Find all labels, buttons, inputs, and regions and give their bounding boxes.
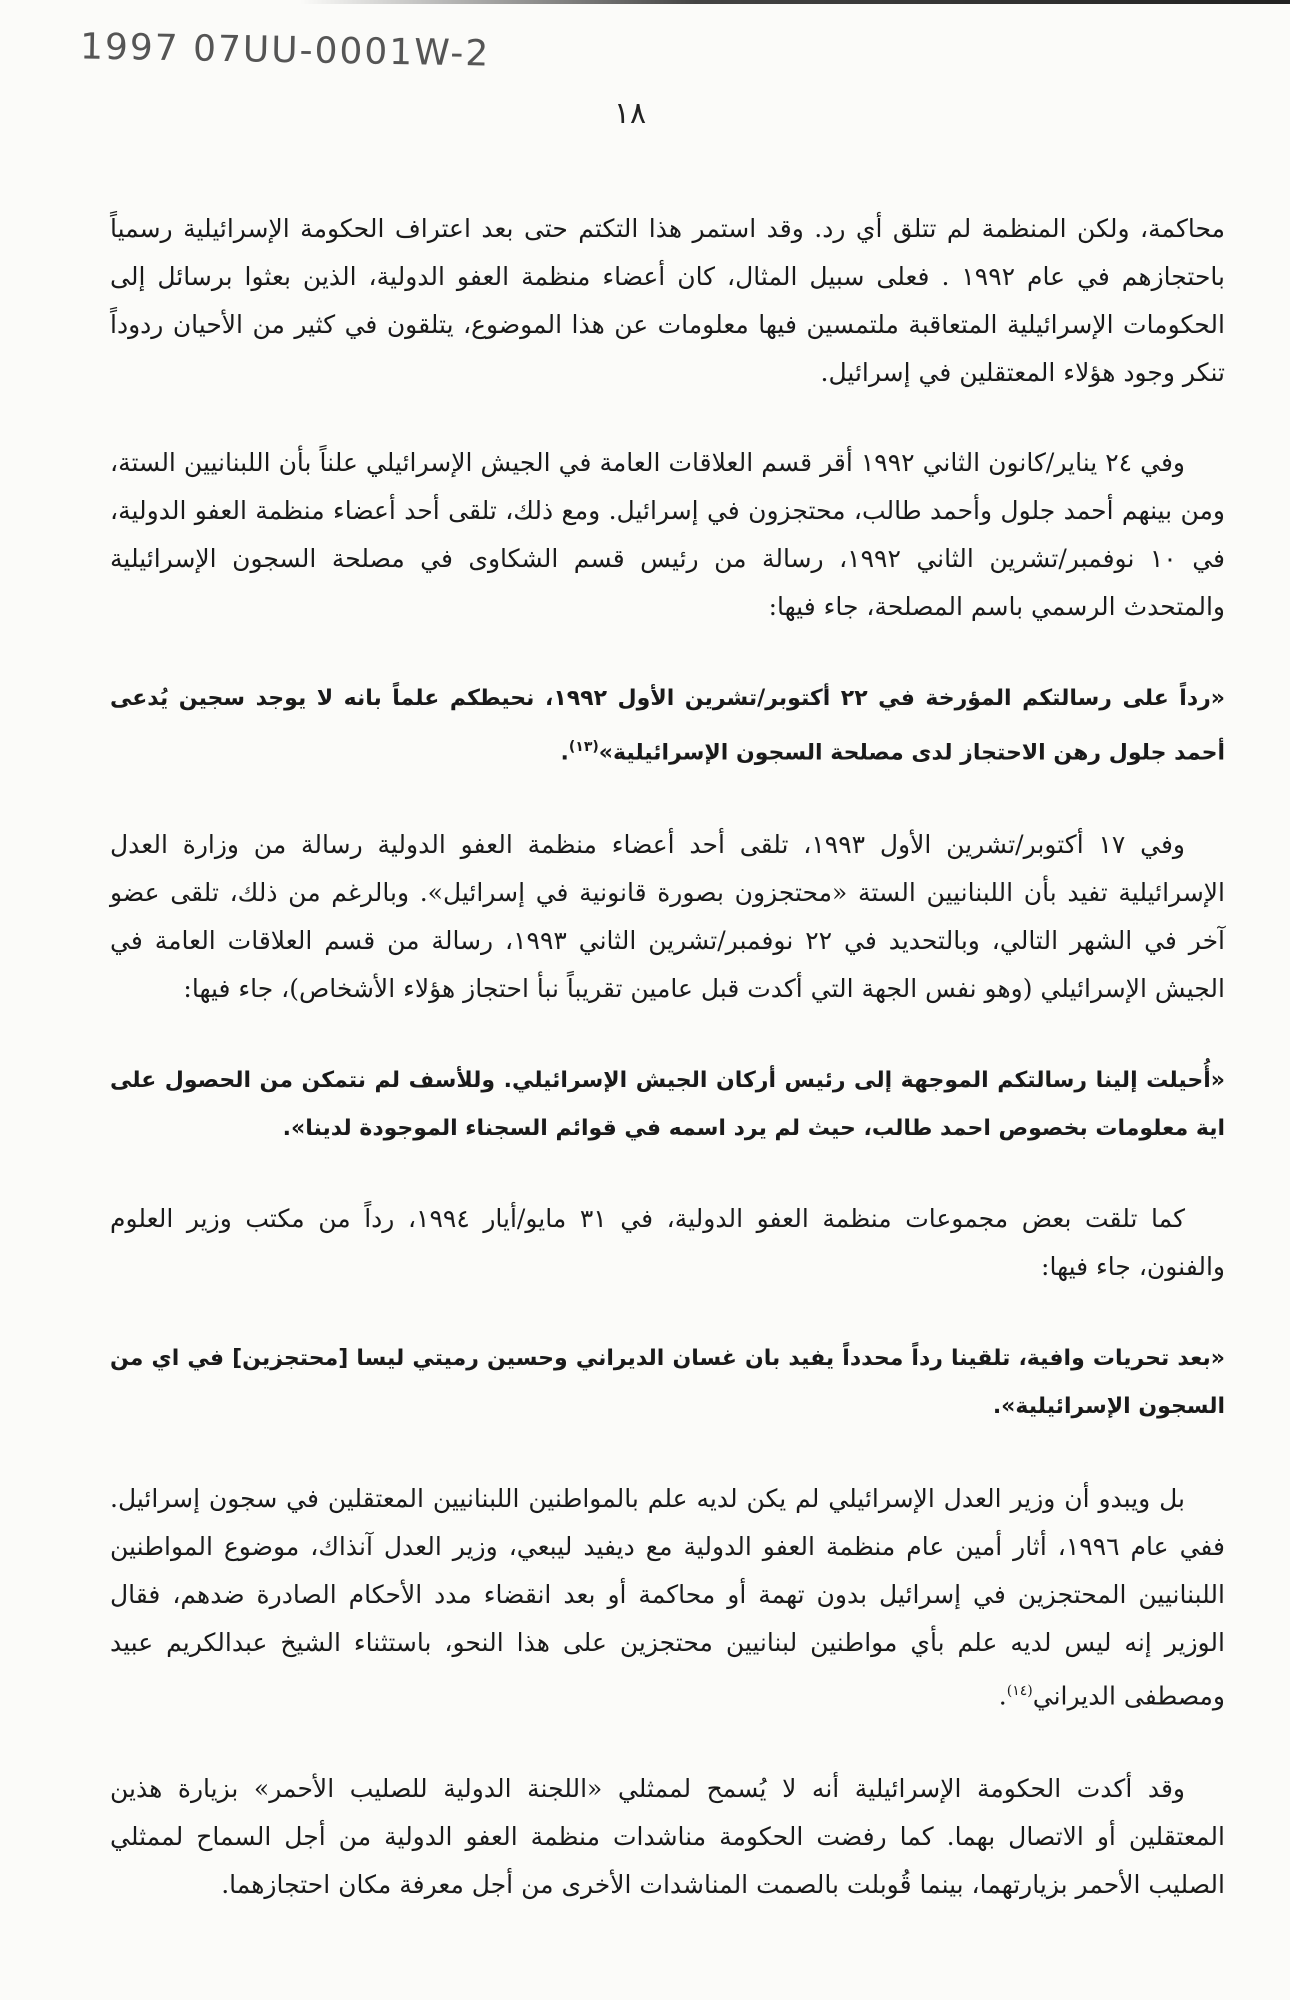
paragraph-6: وقد أكدت الحكومة الإسرائيلية أنه لا يُسمح لممثلي «اللجنة الدولية للصليب الأحمر» بزيارة هذين المعتقلين أو الاتصال بهما. كما رفضت الحكومة مناشدات منظمة العفو الدولية من أجل السماح لممثلي الصليب الأحمر بزيارتهما، بينما قُوبلت بالصمت المناشدات الأخرى من أجل معرفة مكان احتجازهما. bbox=[110, 1773, 1225, 1899]
paragraph-4: كما تلقت بعض مجموعات منظمة العفو الدولية، في ٣١ مايو/أيار ١٩٩٤، رداً من مكتب وزير العلوم والفنون، جاء فيها: bbox=[110, 1204, 1225, 1282]
paragraph-2: وفي ٢٤ يناير/كانون الثاني ١٩٩٢ أقر قسم العلاقات العامة في الجيش الإسرائيلي علناً بأن اللبنانيين الستة، ومن بينهم أحمد جلول وأحمد طالب، محتجزون في إسرائيل. ومع ذلك، تلقى أحد أعضاء منظمة العفو الدولية، في ١٠ نوفمبر/تشرين الثاني ١٩٩٢، رسالة من رئيس قسم الشكاوى في مصلحة السجون الإسرائيلية والمتحدث الرسمي باسم المصلحة، جاء فيها: bbox=[110, 448, 1225, 621]
scan-edge-shadow bbox=[300, 0, 1290, 4]
page-number: ١٨ bbox=[613, 96, 647, 131]
paragraph-5 bbox=[110, 1475, 1225, 1720]
footnote-13: (١٣) bbox=[568, 739, 599, 755]
quote-1 bbox=[110, 675, 1225, 777]
quote-1-tail: . bbox=[560, 740, 569, 766]
paragraph-5-tail: . bbox=[998, 1681, 1007, 1711]
document-body bbox=[110, 205, 1225, 1909]
paragraph-3: وفي ١٧ أكتوبر/تشرين الأول ١٩٩٣، تلقى أحد أعضاء منظمة العفو الدولية رسالة من وزارة العدل الإسرائيلية تفيد بأن اللبنانيين الستة «محتجزون بصورة قانونية في إسرائيل». وبالرغم من ذلك، تلقى عضو آخر في الشهر التالي، وبالتحديد في ٢٢ نوفمبر/تشرين الثاني ١٩٩٣، رسالة من قسم العلاقات العامة في الجيش الإسرائيلي (وهو نفس الجهة التي أكدت قبل عامين تقريباً نبأ احتجاز هؤلاء الأشخاص)، جاء فيها: bbox=[110, 830, 1225, 1004]
quote-2: «أُحيلت إلينا رسالتكم الموجهة إلى رئيس أركان الجيش الإسرائيلي. وللأسف لم نتمكن من الحصول على اية معلومات بخصوص احمد طالب، حيث لم يرد اسمه في قوائم السجناء الموجودة لدينا». bbox=[110, 1068, 1225, 1142]
footnote-14: (١٤) bbox=[1006, 1683, 1033, 1700]
quote-3: «بعد تحريات وافية، تلقينا رداً محدداً يفيد بان غسان الديراني وحسين رميتي ليسا [محتجزين] في اي من السجون الإسرائيلية». bbox=[110, 1346, 1225, 1420]
paragraph-5-text: بل ويبدو أن وزير العدل الإسرائيلي لم يكن لديه علم بالمواطنين اللبنانيين المعتقلين في سجون إسرائيل. ففي عام ١٩٩٦، أثار أمين عام منظمة العفو الدولية مع ديفيد ليبعي، وزير العدل آنذاك، موضوع المواطنين اللبنانيين المحتجزين في إسرائيل بدون تهمة أو محاكمة أو بعد انقضاء مدد الأحكام الصادرة ضدهم، فقال الوزير إنه ليس لديه علم بأي مواطنين لبنانيين محتجزين على هذا النحو، باستثناء الشيخ عبدالكريم عبيد ومصطفى الديراني bbox=[110, 1484, 1226, 1711]
handwritten-reference-number: 1997 07UU-0001W-2 bbox=[79, 26, 491, 75]
paragraph-1: محاكمة، ولكن المنظمة لم تتلق أي رد. وقد استمر هذا التكتم حتى بعد اعتراف الحكومة الإسرائيلية رسمياً باحتجازهم في عام ١٩٩٢ . فعلى سبيل المثال، كان أعضاء منظمة العفو الدولية، الذين بعثوا برسائل إلى الحكومات الإسرائيلية المتعاقبة ملتمسين فيها معلومات عن هذا الموضوع، يتلقون في كثير من الأحيان ردوداً تنكر وجود هؤلاء المعتقلين في إسرائيل. bbox=[110, 214, 1225, 387]
quote-1-text: «رداً على رسالتكم المؤرخة في ٢٢ أكتوبر/تشرين الأول ١٩٩٢، نحيطكم علماً بانه لا يوجد سجين يُدعى أحمد جلول رهن الاحتجاز لدى مصلحة السجون الإسرائيلية» bbox=[110, 686, 1225, 766]
